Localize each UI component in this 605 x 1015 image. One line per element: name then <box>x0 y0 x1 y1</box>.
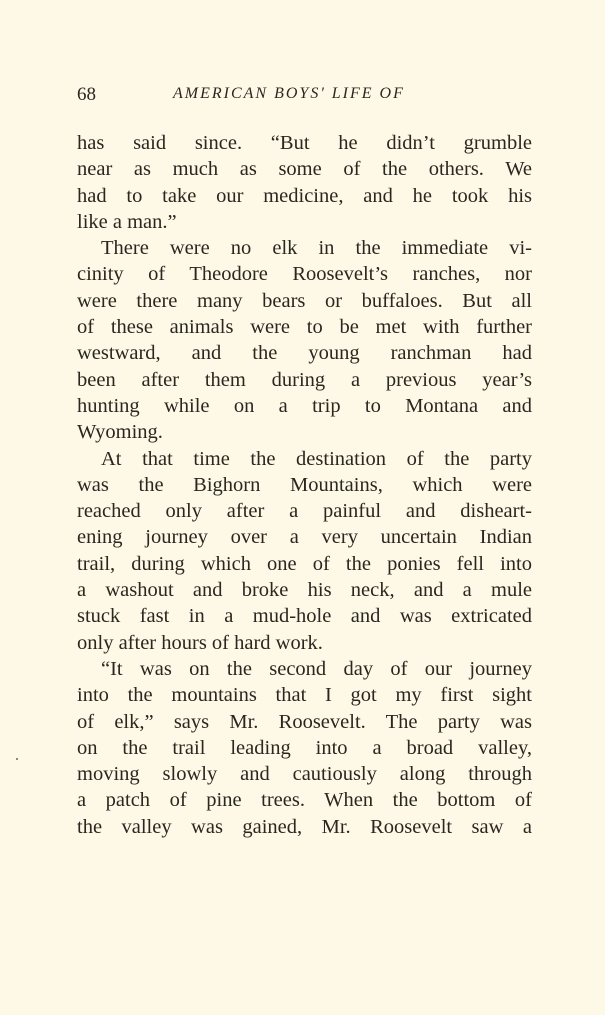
text-line: ening journey over a very uncertain Indian <box>77 526 532 549</box>
text-line: on the trail leading into a broad valley, <box>77 736 532 759</box>
text-line: only after hours of hard work. <box>77 631 323 654</box>
text-line: hunting while on a trip to Montana and <box>77 394 532 417</box>
text-line: Wyoming. <box>77 421 163 444</box>
text-line: westward, and the young ranchman had <box>77 342 532 365</box>
text-line: the valley was gained, Mr. Roosevelt saw a <box>77 815 532 838</box>
text-line: has said since. “But he didn’t grumble <box>77 132 532 154</box>
text-line: stuck fast in a mud-hole and was extricated <box>77 605 532 628</box>
text-line: was the Bighorn Mountains, which were <box>77 473 532 496</box>
page-number: 68 <box>77 84 96 105</box>
text-line: cinity of Theodore Roosevelt’s ranches, nor <box>77 263 532 286</box>
text-line: reached only after a painful and disheart- <box>77 500 532 523</box>
body-text <box>77 130 532 840</box>
scan-speck <box>16 758 18 760</box>
text-line: been after them during a previous year’s <box>77 368 532 391</box>
text-line: like a man.” <box>77 210 177 233</box>
text-line: There were no elk in the immediate vi- <box>101 237 532 260</box>
page-header <box>77 84 532 110</box>
text-line: of elk,” says Mr. Roosevelt. The party was <box>77 710 532 733</box>
text-line: of these animals were to be met with further <box>77 316 532 339</box>
text-line: trail, during which one of the ponies fell into <box>77 552 532 575</box>
text-line: into the mountains that I got my first sight <box>77 684 532 707</box>
text-line: a washout and broke his neck, and a mule <box>77 579 532 602</box>
running-title: AMERICAN BOYS' LIFE OF <box>173 85 405 102</box>
text-line: a patch of pine trees. When the bottom of <box>77 789 532 812</box>
text-line: “It was on the second day of our journey <box>101 657 532 680</box>
text-line: were there many bears or buffaloes. But all <box>77 289 532 312</box>
text-line: moving slowly and cautiously along through <box>77 763 532 786</box>
text-line: At that time the destination of the party <box>101 447 532 470</box>
text-line: near as much as some of the others. We <box>77 158 532 181</box>
text-line: had to take our medicine, and he took his <box>77 184 532 207</box>
